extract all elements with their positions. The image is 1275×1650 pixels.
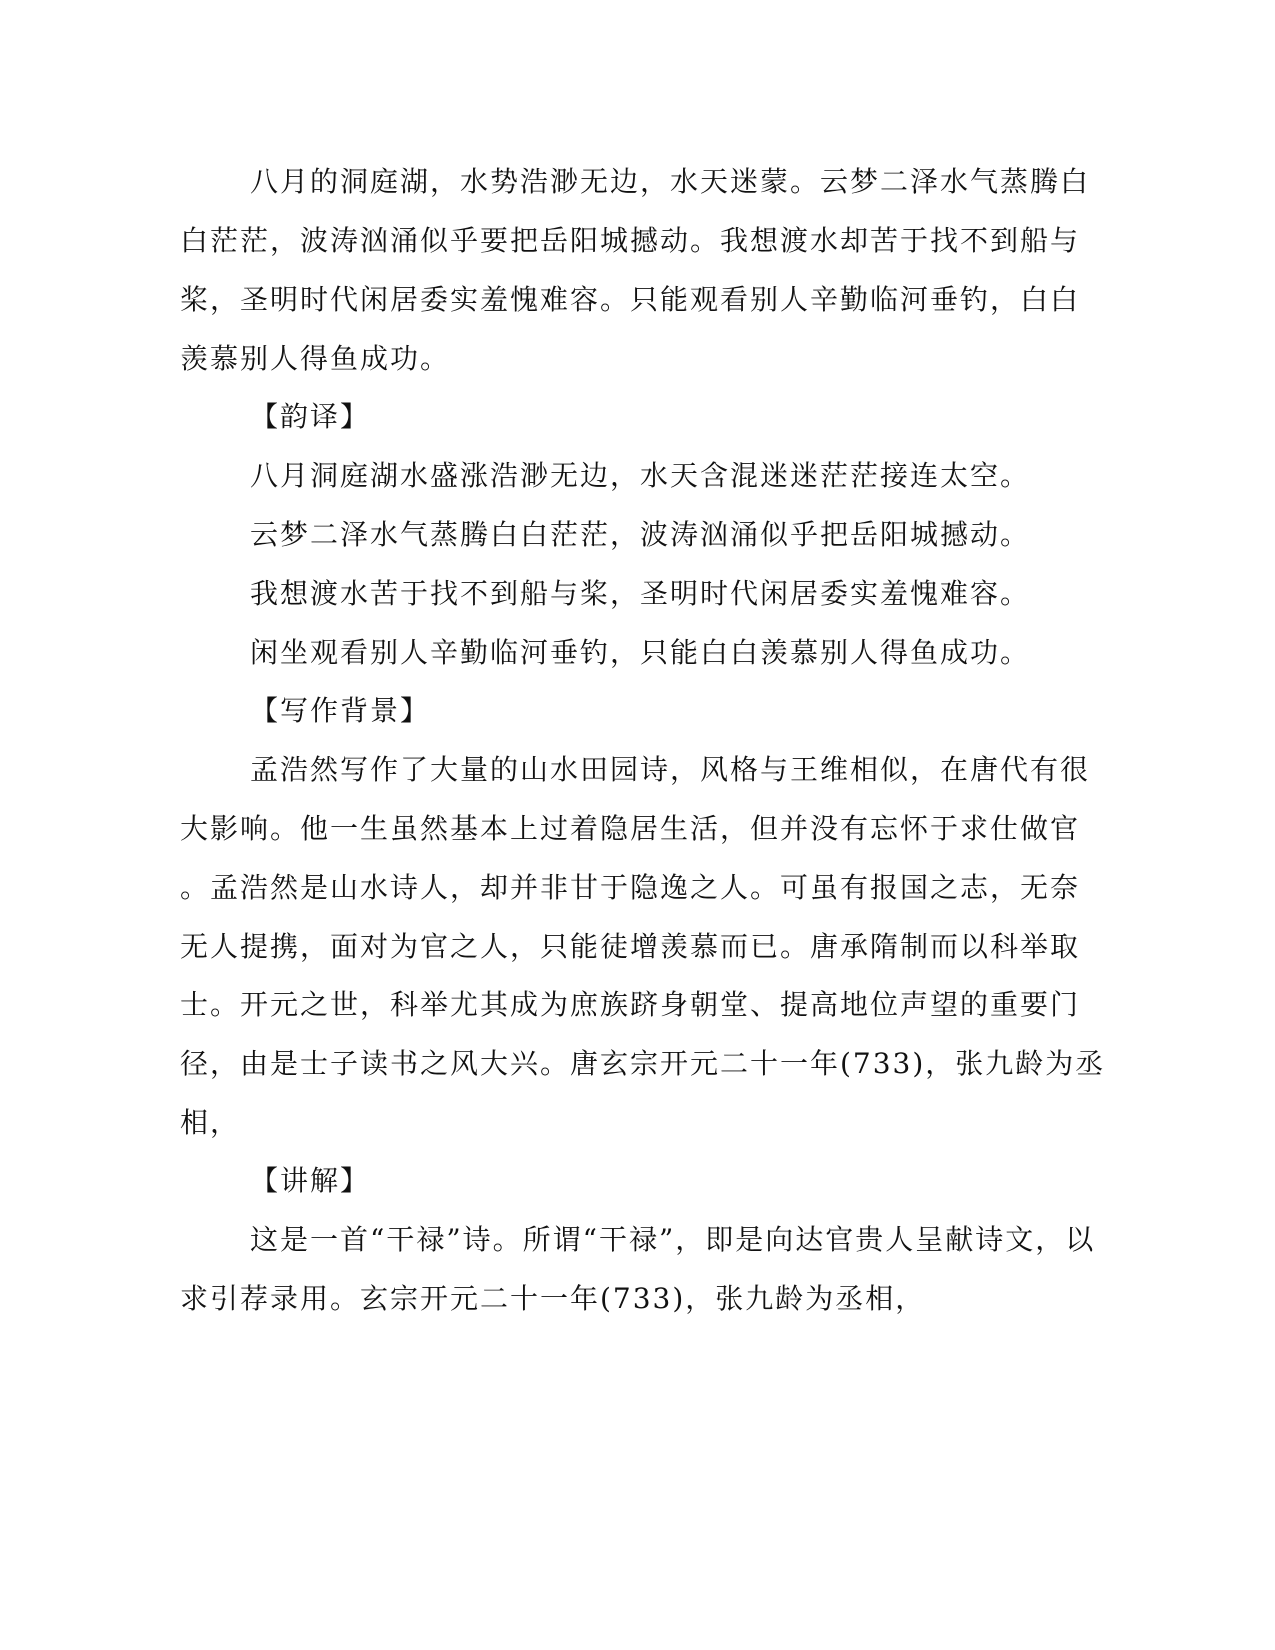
verse-line: 八月洞庭湖水盛涨浩渺无边，水天含混迷迷茫茫接连太空。: [250, 459, 1031, 492]
paragraph-line: 。孟浩然是山水诗人，却并非甘于隐逸之人。可虽有报国之志，无奈: [180, 871, 1081, 904]
section-heading-rhyme-translation: 【韵译】: [250, 400, 371, 433]
paragraph-line: 大影响。他一生虽然基本上过着隐居生活，但并没有忘怀于求仕做官: [180, 812, 1081, 845]
paragraph-line: 孟浩然写作了大量的山水田园诗，风格与王维相似，在唐代有很: [250, 753, 1091, 786]
section-heading-explanation: 【讲解】: [250, 1164, 371, 1197]
verse-line: 闲坐观看别人辛勤临河垂钓，只能白白羡慕别人得鱼成功。: [250, 636, 1031, 669]
paragraph-line: 士。开元之世，科举尤其成为庶族跻身朝堂、提高地位声望的重要门: [180, 988, 1081, 1021]
paragraph-line: 白茫茫，波涛汹涌似乎要把岳阳城撼动。我想渡水却苦于找不到船与: [180, 224, 1081, 257]
paragraph-line: 相，: [180, 1106, 241, 1139]
paragraph-line: 径，由是士子读书之风大兴。唐玄宗开元二十一年(733)，张九龄为丞: [180, 1047, 1106, 1080]
paragraph-line: 求引荐录用。玄宗开元二十一年(733)，张九龄为丞相，: [180, 1282, 926, 1315]
paragraph-line: 这是一首“干禄”诗。所谓“干禄”，即是向达官贵人呈献诗文，以: [250, 1223, 1096, 1256]
verse-line: 我想渡水苦于找不到船与桨，圣明时代闲居委实羞愧难容。: [250, 577, 1031, 610]
paragraph-line: 无人提携，面对为官之人，只能徒增羡慕而已。唐承隋制而以科举取: [180, 930, 1081, 963]
section-heading-background: 【写作背景】: [250, 694, 431, 727]
verse-line: 云梦二泽水气蒸腾白白茫茫，波涛汹涌似乎把岳阳城撼动。: [250, 518, 1031, 551]
paragraph-line: 八月的洞庭湖，水势浩渺无边，水天迷蒙。云梦二泽水气蒸腾白: [250, 165, 1091, 198]
paragraph-line: 羡慕别人得鱼成功。: [180, 342, 451, 375]
paragraph-line: 桨，圣明时代闲居委实羞愧难容。只能观看别人辛勤临河垂钓，白白: [180, 283, 1081, 316]
